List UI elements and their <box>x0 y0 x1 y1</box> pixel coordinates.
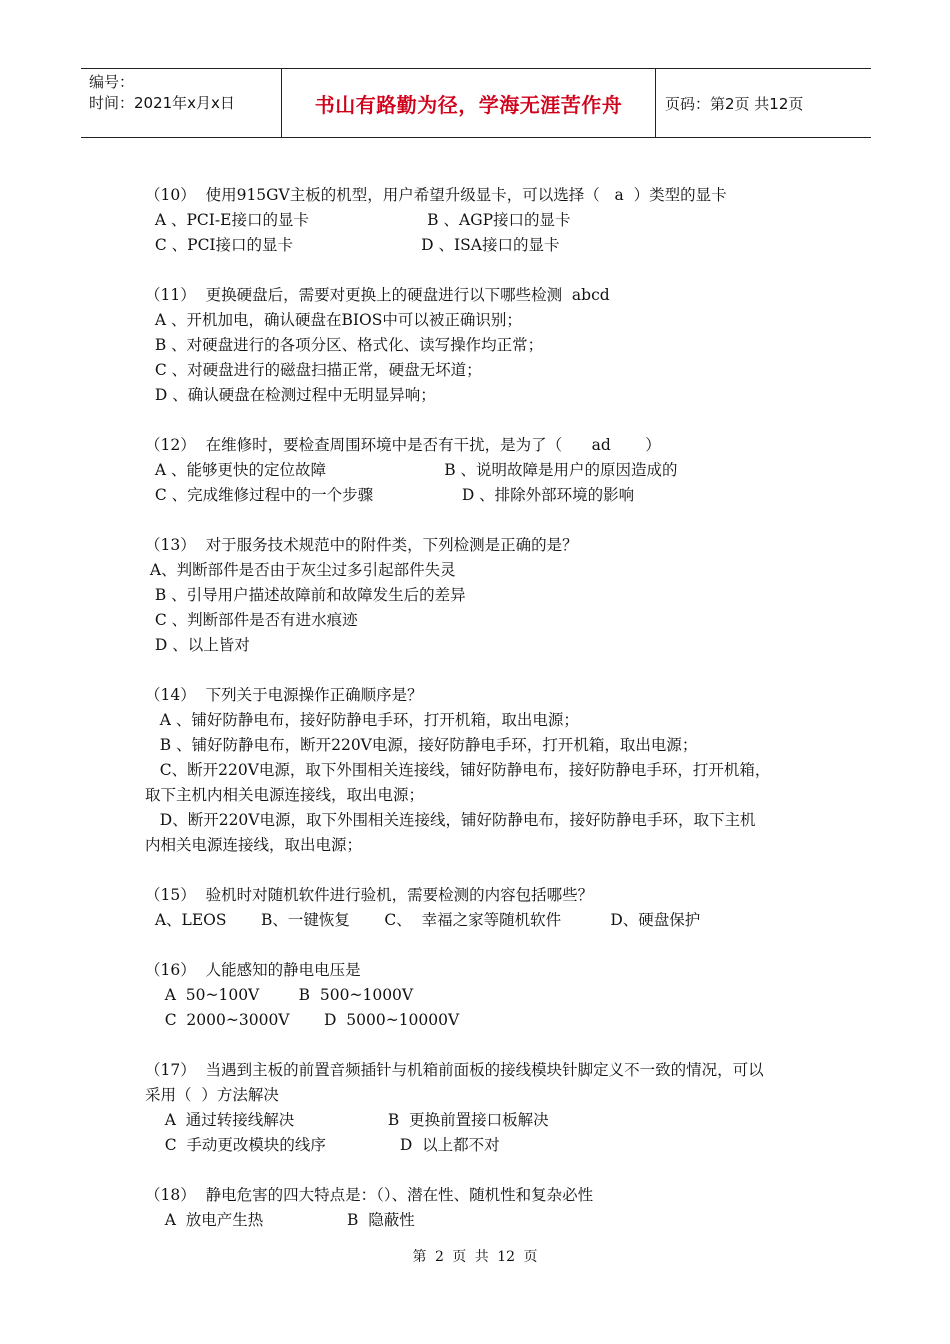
question-block <box>145 433 825 508</box>
question-line: C 、对硬盘进行的磁盘扫描正常，硬盘无坏道； <box>145 361 482 379</box>
question-line: A、判断部件是否由于灰尘过多引起部件失灵 <box>145 561 456 579</box>
question-line: A 、铺好防静电布，接好防静电手环，打开机箱，取出电源； <box>145 711 579 729</box>
header-meta <box>81 69 282 137</box>
question-block <box>145 883 825 933</box>
question-line: C 2000~3000V D 5000~10000V <box>145 1011 460 1029</box>
question-stem: （11） 更换硬盘后，需要对更换上的硬盘进行以下哪些检测 abcd <box>145 286 610 304</box>
question-block <box>145 533 825 658</box>
question-line: C、断开220V电源，取下外围相关连接线，铺好防静电布，接好防静电手环，打开机箱， <box>145 761 771 779</box>
question-stem: （13） 对于服务技术规范中的附件类，下列检测是正确的是？ <box>145 536 578 554</box>
question-stem: （16） 人能感知的静电电压是 <box>145 961 361 979</box>
question-line: C 手动更改模块的线序 D 以上都不对 <box>145 1136 500 1154</box>
question-line: C 、判断部件是否有进水痕迹 <box>145 611 358 629</box>
question-line: A、LEOS B、一键恢复 C、 幸福之家等随机软件 D、硬盘保护 <box>145 911 701 929</box>
question-line: A 、开机加电，确认硬盘在BIOS中可以被正确识别； <box>145 311 522 329</box>
page-footer: 第 2 页 共 12 页 <box>412 1249 538 1265</box>
question-line: C 、PCI接口的显卡 D 、ISA接口的显卡 <box>145 236 560 254</box>
question-stem: （10） 使用915GV主板的机型，用户希望升级显卡，可以选择（ a ）类型的显卡 <box>145 186 727 204</box>
question-stem: （14） 下列关于电源操作正确顺序是？ <box>145 686 423 704</box>
question-block <box>145 958 825 1033</box>
date-label: 时间：2021年x月x日 <box>89 94 235 112</box>
question-line: B 、引导用户描述故障前和故障发生后的差异 <box>145 586 466 604</box>
page-header <box>81 68 871 138</box>
question-line: A 、能够更快的定位故障 B 、说明故障是用户的原因造成的 <box>145 461 678 479</box>
header-page-info: 页码：第2页 共12页 <box>665 94 804 113</box>
question-line: A 、PCI-E接口的显卡 B 、AGP接口的显卡 <box>145 211 571 229</box>
question-block <box>145 683 825 858</box>
question-line: A 50~100V B 500~1000V <box>145 986 414 1004</box>
question-line: 取下主机内相关电源连接线，取出电源； <box>145 786 425 804</box>
question-block <box>145 183 825 258</box>
header-motto: 书山有路勤为径，学海无涯苦作舟 <box>282 69 656 137</box>
question-stem: （17） 当遇到主板的前置音频插针与机箱前面板的接线模块针脚定义不一致的情况，可以 <box>145 1061 764 1079</box>
question-list <box>145 183 825 1258</box>
question-stem: （12） 在维修时，要检查周围环境中是否有干扰，是为了（ ad ） <box>145 436 661 454</box>
question-line: B 、对硬盘进行的各项分区、格式化、读写操作均正常； <box>145 336 544 354</box>
question-line: A 通过转接线解决 B 更换前置接口板解决 <box>145 1111 549 1129</box>
question-line: C 、完成维修过程中的一个步骤 D 、排除外部环境的影响 <box>145 486 635 504</box>
question-line: B 、铺好防静电布，断开220V电源，接好防静电手环，打开机箱，取出电源； <box>145 736 698 754</box>
question-stem: （18） 静电危害的四大特点是：（）、潜在性、随机性和复杂必性 <box>145 1186 594 1204</box>
question-block <box>145 1183 825 1233</box>
question-line: 内相关电源连接线，取出电源； <box>145 836 363 854</box>
serial-number-label: 编号： <box>89 73 135 91</box>
question-line: A 放电产生热 B 隐蔽性 <box>145 1211 415 1229</box>
question-stem: （15） 验机时对随机软件进行验机，需要检测的内容包括哪些？ <box>145 886 594 904</box>
question-line: 采用（ ）方法解决 <box>145 1086 279 1104</box>
question-line: D、断开220V电源，取下外围相关连接线，铺好防静电布，接好防静电手环，取下主机 <box>145 811 756 829</box>
question-line: D 、以上皆对 <box>145 636 250 654</box>
question-line: D 、确认硬盘在检测过程中无明显异响； <box>145 386 436 404</box>
question-block <box>145 283 825 408</box>
question-block <box>145 1058 825 1158</box>
